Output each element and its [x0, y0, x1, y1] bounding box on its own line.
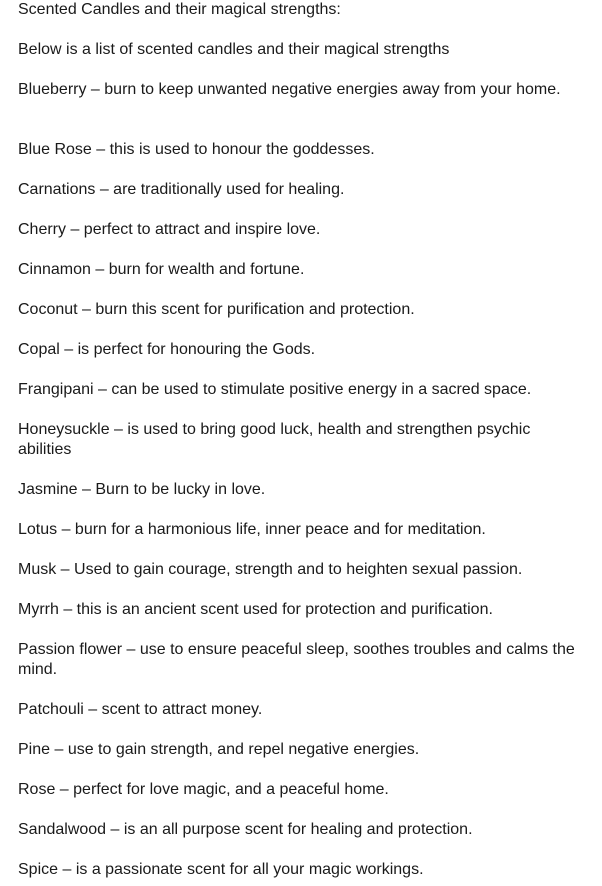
candle-entry-passion-flower: Passion flower – use to ensure peaceful sleep, soothes troubles and calms the mind.	[18, 641, 575, 678]
candle-entry-patchouli: Patchouli – scent to attract money.	[18, 701, 263, 718]
candle-entry-rose: Rose – perfect for love magic, and a peaceful home.	[18, 781, 389, 798]
candle-entry-cinnamon: Cinnamon – burn for wealth and fortune.	[18, 261, 305, 278]
candle-entry-blueberry: Blueberry – burn to keep unwanted negative energies away from your home.	[18, 81, 561, 98]
document-title: Scented Candles and their magical strengths:	[18, 1, 341, 18]
candle-entry-coconut: Coconut – burn this scent for purification and protection.	[18, 301, 415, 318]
candle-entry-cherry: Cherry – perfect to attract and inspire love.	[18, 221, 321, 238]
candle-entry-frangipani: Frangipani – can be used to stimulate positive energy in a sacred space.	[18, 381, 532, 398]
candle-entry-lotus: Lotus – burn for a harmonious life, inner peace and for meditation.	[18, 521, 486, 538]
candle-entry-honeysuckle: Honeysuckle – is used to bring good luck, health and strengthen psychic abilities	[18, 421, 531, 458]
candle-entry-jasmine: Jasmine – Burn to be lucky in love.	[18, 481, 266, 498]
candle-entry-myrrh: Myrrh – this is an ancient scent used for protection and purification.	[18, 601, 493, 618]
candle-entry-carnations: Carnations – are traditionally used for healing.	[18, 181, 345, 198]
intro-text: Below is a list of scented candles and their magical strengths	[18, 41, 450, 58]
candle-entry-spice: Spice – is a passionate scent for all your magic workings.	[18, 861, 424, 878]
candle-entry-blue-rose: Blue Rose – this is used to honour the goddesses.	[18, 141, 375, 158]
candle-entry-copal: Copal – is perfect for honouring the Gods.	[18, 341, 316, 358]
candle-entry-sandalwood: Sandalwood – is an all purpose scent for healing and protection.	[18, 821, 473, 838]
candle-entry-musk: Musk – Used to gain courage, strength and to heighten sexual passion.	[18, 561, 523, 578]
candle-entry-pine: Pine – use to gain strength, and repel negative energies.	[18, 741, 420, 758]
